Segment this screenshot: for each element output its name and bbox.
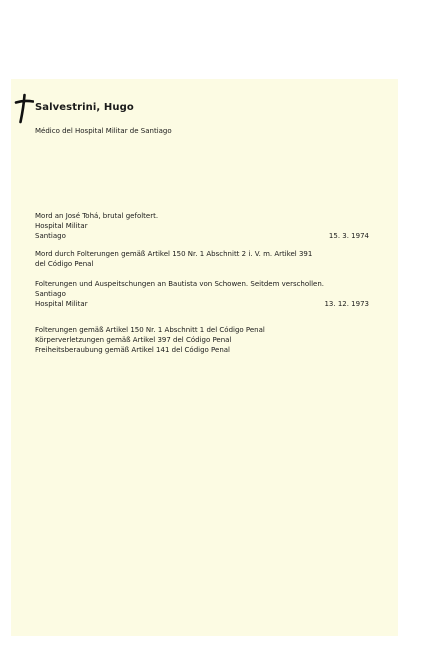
charge-line: Mord durch Folterungen gemäß Artikel 150 Nr. 1 Abschnitt 2 i. V. m. Artikel 391 (35, 250, 313, 258)
case-description: Folterungen und Auspeitschungen an Bautista von Schowen. Seitdem verschollen. (35, 280, 325, 288)
case-description: Mord an José Tohá, brutal gefoltert. (35, 212, 159, 220)
case-date: 15. 3. 1974 (328, 232, 369, 240)
case-place: Hospital Militar (35, 222, 88, 230)
case-entry (35, 211, 369, 241)
case-date: 13. 12. 1973 (324, 300, 369, 308)
case-city: Santiago (35, 290, 66, 298)
case-location-date (35, 299, 369, 309)
charges-list (35, 325, 369, 355)
case-city: Santiago (35, 232, 66, 240)
case-location-date (35, 231, 369, 241)
cross-icon (14, 92, 34, 124)
charges-list (35, 249, 369, 269)
person-role: Médico del Hospital Militar de Santiago (35, 127, 172, 135)
person-name: Salvestrini, Hugo (35, 102, 134, 113)
charge-line: del Código Penal (35, 260, 94, 268)
charge-line: Körperverletzungen gemäß Artikel 397 del Código Penal (35, 336, 232, 344)
document-page (11, 79, 398, 636)
charge-line: Freiheitsberaubung gemäß Artikel 141 del Código Penal (35, 346, 231, 354)
charge-line: Folterungen gemäß Artikel 150 Nr. 1 Abschnitt 1 del Código Penal (35, 326, 265, 334)
case-place: Hospital Militar (35, 300, 88, 308)
case-entry (35, 279, 369, 309)
